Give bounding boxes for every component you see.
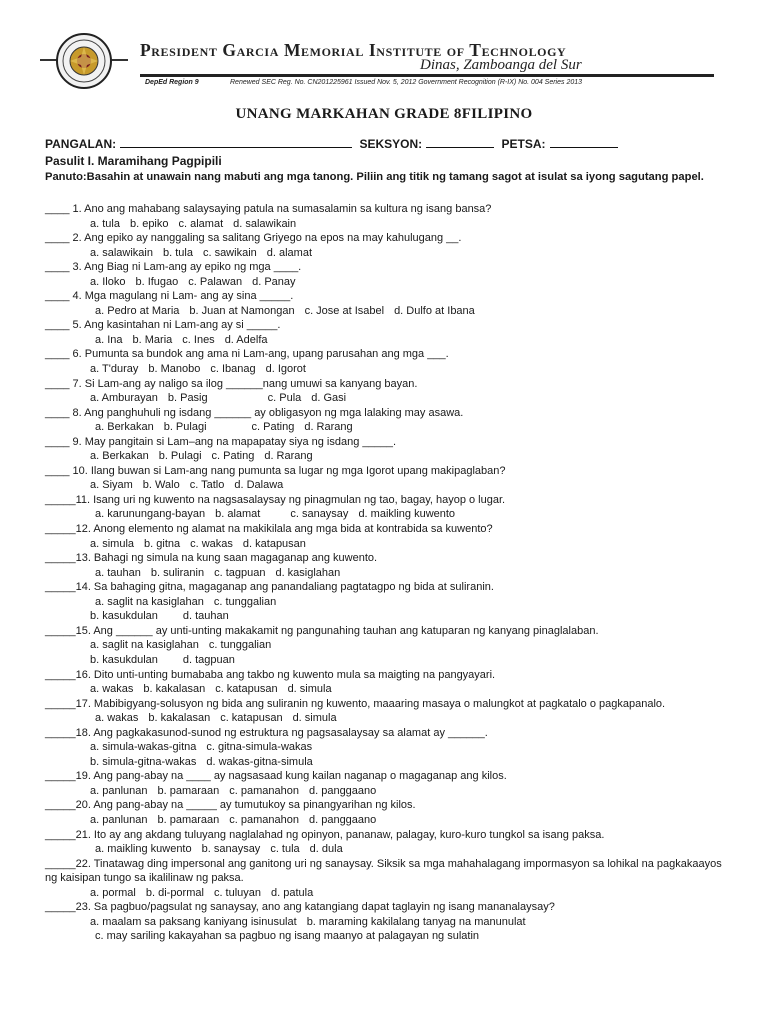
choice[interactable]: b. Manobo	[148, 363, 201, 376]
question-stem: _____15. Ang ______ ay unti-unting makakamit ng pangunahing tauhan ang katuparan ng kanyang pinaglalaban.	[45, 624, 599, 637]
choice[interactable]: a. salawikain	[90, 246, 153, 259]
choice[interactable]: d. simula	[292, 712, 337, 725]
question-stem: _____18. Ang pagkakasunod-sunod ng estruktura ng pagsasalaysay sa alamat ay ______.	[45, 726, 488, 739]
name-field[interactable]	[120, 137, 352, 148]
choice[interactable]: d. kasiglahan	[275, 566, 341, 579]
choice-row	[45, 915, 735, 930]
choice[interactable]: b. Pulagi	[163, 421, 207, 434]
question-stem: _____23. Sa pagbuo/pagsulat ng sanaysay, ano ang katangiang dapat taglayin ng isang mananalaysay?	[45, 901, 555, 914]
choice-row	[45, 929, 735, 944]
choice[interactable]: c. tunggalian	[208, 639, 272, 652]
section-field[interactable]	[426, 137, 494, 148]
choice[interactable]: c. Pating	[251, 421, 295, 434]
registration-line: Renewed SEC Reg. No. CN201225961 Issued Nov. 5, 2012 Government Recognition (R-IX) No. 004 Series 2013	[230, 79, 583, 86]
choice[interactable]: c. Ibanag	[210, 363, 256, 376]
choice[interactable]: c. tula	[270, 843, 300, 856]
date-label: PETSA:	[501, 137, 546, 151]
choice[interactable]: b. di-pormal	[145, 886, 204, 899]
choice[interactable]: a. simula-wakas-gitna	[90, 741, 197, 754]
choice[interactable]: d. Igorot	[265, 363, 306, 376]
choice-row	[45, 537, 735, 552]
school-name: President Garcia Memorial Institute of Technology	[140, 40, 567, 60]
choice[interactable]: a. maikling kuwento	[95, 843, 192, 856]
choice-row	[45, 784, 735, 799]
choice[interactable]: d. panggaano	[308, 813, 377, 826]
choice[interactable]: c. tagpuan	[214, 566, 266, 579]
choice[interactable]: a. simula	[90, 537, 135, 550]
question-stem: ____ 9. May pangitain si Lam–ang na mapapatay siya ng isdang _____.	[45, 435, 397, 448]
question-stem: ____ 10. Ilang buwan si Lam-ang nang pumunta sa lugar ng mga Igorot upang makipaglaban?	[45, 464, 506, 477]
choice[interactable]: b. Walo	[142, 479, 180, 492]
question-stem: ____ 8. Ang panghuhuli ng isdang ______ ay obligasyon ng mga lalaking may asawa.	[45, 406, 464, 419]
date-field[interactable]	[550, 137, 618, 148]
choice[interactable]: d. Dalawa	[234, 479, 284, 492]
choice[interactable]: a. saglit na kasiglahan	[90, 639, 199, 652]
choice[interactable]: a. Ina	[95, 333, 123, 346]
choice-row	[45, 391, 735, 406]
choice[interactable]: c. gitna-simula-wakas	[206, 741, 313, 754]
choice[interactable]: b. Pulagi	[158, 450, 202, 463]
choice[interactable]: b. kasukdulan	[90, 653, 158, 666]
choice-row	[45, 740, 735, 755]
choice[interactable]: c. Pula	[267, 392, 302, 405]
choice[interactable]: d. maikling kuwento	[358, 508, 456, 521]
question-stem: _____13. Bahagi ng simula na kung saan magaganap ang kuwento.	[45, 552, 378, 565]
choice[interactable]: b. kasukdulan	[90, 610, 158, 623]
question-stem: _____16. Dito unti-unting bumababa ang takbo ng kuwento mula sa maigting na pangyayari.	[45, 668, 496, 681]
question-stem: _____19. Ang pang-abay na ____ ay nagsasaad kung kailan naganap o magaganap ang kilos.	[45, 770, 507, 783]
choice[interactable]: c. Palawan	[188, 275, 243, 288]
choice[interactable]: b. epiko	[129, 217, 169, 230]
choice-row	[45, 420, 735, 435]
choice[interactable]: a. Siyam	[90, 479, 133, 492]
school-address: Dinas, Zamboanga del Sur	[420, 57, 582, 73]
choice[interactable]: a. karunungang-bayan	[95, 508, 206, 521]
choice-row	[45, 449, 735, 464]
question-stem: _____17. Mabibigyang-solusyon ng bida ang suliranin ng kuwento, maaaring masaya o malungkot at pagkatalo o pagkapanalo.	[45, 697, 666, 710]
header-rule	[140, 74, 714, 77]
choice[interactable]: d. patula	[271, 886, 314, 899]
choice[interactable]: b. alamat	[215, 508, 261, 521]
choice[interactable]: d. tauhan	[182, 610, 229, 623]
choice[interactable]: b. kakalasan	[148, 712, 211, 725]
choice-row	[45, 755, 735, 770]
student-info-line	[45, 137, 622, 151]
choice[interactable]: a. wakas	[95, 712, 139, 725]
question-stem: ____ 2. Ang epiko ay nanggaling sa salitang Griyego na epos na may kahulugang __.	[45, 232, 462, 245]
choice[interactable]: d. Dulfo at Ibana	[394, 304, 475, 317]
choice-row	[45, 609, 735, 624]
choice[interactable]: d. wakas-gitna-simula	[206, 755, 313, 768]
choice[interactable]: c. Pating	[211, 450, 255, 463]
choice[interactable]: d. alamat	[266, 246, 312, 259]
choice[interactable]: d. Panay	[252, 275, 296, 288]
choice[interactable]: c. katapusan	[215, 683, 278, 696]
choice[interactable]: a. tauhan	[95, 566, 141, 579]
exam-title: UNANG MARKAHAN GRADE 8FILIPINO	[235, 106, 533, 122]
choice[interactable]: a. saglit na kasiglahan	[95, 595, 204, 608]
choice[interactable]: b. Pasig	[167, 392, 208, 405]
choice[interactable]: c. may sariling kakayahan sa pagbuo ng isang maanyo at palagayan ng sulatin	[95, 930, 480, 943]
choice[interactable]: b. maraming kakilalang tanyag na manunulat	[306, 915, 526, 928]
question-list	[45, 202, 735, 944]
choice[interactable]: a. pormal	[90, 886, 136, 899]
choice[interactable]: d. Gasi	[311, 392, 347, 405]
choice[interactable]: d. salawikain	[233, 217, 297, 230]
part-title: Pasulit I. Maramihang Pagpipili	[45, 154, 222, 168]
question-stem: ____ 3. Ang Biag ni Lam-ang ay epiko ng mga ____.	[45, 261, 302, 274]
choice[interactable]: b. tula	[162, 246, 193, 259]
choice-row	[45, 566, 735, 581]
instructions: Panuto:Basahin at unawain nang mabuti ang mga tanong. Piliin ang titik ng tamang sagot at isulat sa iyong sagutang papel.	[45, 171, 704, 183]
choice[interactable]: c. wakas	[190, 537, 233, 550]
choice[interactable]: a. Berkakan	[90, 450, 149, 463]
choice-row	[45, 682, 735, 697]
choice-row	[45, 275, 735, 290]
choice[interactable]: a. Berkakan	[95, 421, 154, 434]
choice[interactable]: b. pamaraan	[157, 813, 220, 826]
choice[interactable]: d. Adelfa	[224, 333, 268, 346]
choice-row	[45, 304, 735, 319]
choice-row	[45, 478, 735, 493]
choice[interactable]: c. sawikain	[202, 246, 257, 259]
choice[interactable]: a. Pedro at Maria	[95, 304, 180, 317]
choice-row	[45, 333, 735, 348]
choice[interactable]: d. Rarang	[304, 421, 353, 434]
choice[interactable]: d. tagpuan	[182, 653, 235, 666]
choice[interactable]: c. Tatlo	[189, 479, 225, 492]
choice-row	[45, 886, 735, 901]
choice[interactable]: a. Iloko	[90, 275, 126, 288]
choice[interactable]: c. pamanahon	[229, 784, 299, 797]
choice[interactable]: c. alamat	[178, 217, 224, 230]
name-label: PANGALAN:	[45, 137, 117, 151]
question-stem: ____ 1. Ano ang mahabang salaysaying patula na sumasalamin sa kultura ng isang bansa?	[45, 203, 492, 215]
deped-region: DepEd Region 9	[145, 79, 199, 86]
letterhead	[0, 0, 768, 92]
choice[interactable]: c. pamanahon	[229, 813, 299, 826]
choice-row	[45, 507, 735, 522]
choice[interactable]: b. Maria	[132, 333, 173, 346]
question-stem: _____14. Sa bahaging gitna, magaganap ang panandaliang pagtatagpo ng bida at suliranin.	[45, 581, 494, 594]
choice-row	[45, 711, 735, 726]
choice[interactable]: a. maalam sa paksang kaniyang isinusulat	[90, 915, 297, 928]
choice[interactable]: a. Amburayan	[90, 392, 158, 405]
choice-row	[45, 638, 735, 653]
choice[interactable]: b. Juan at Namongan	[189, 304, 295, 317]
choice[interactable]: a. T'duray	[90, 363, 139, 376]
choice[interactable]: b. gitna	[144, 537, 181, 550]
question-stem: _____12. Anong elemento ng alamat na makikilala ang mga bida at kontrabida sa kuwento?	[45, 523, 493, 536]
choice-row	[45, 246, 735, 261]
choice[interactable]: d. katapusan	[242, 537, 306, 550]
school-seal-icon	[40, 33, 128, 89]
choice[interactable]: b. sanaysay	[201, 843, 261, 856]
choice[interactable]: a. panlunan	[90, 784, 148, 797]
choice[interactable]: d. panggaano	[308, 784, 377, 797]
choice[interactable]: c. tuluyan	[213, 886, 262, 899]
choice-row	[45, 842, 735, 857]
question-stem: _____11. Isang uri ng kuwento na nagsasalaysay ng pinagmulan ng tao, bagay, hayop o lugar.	[45, 493, 506, 506]
choice[interactable]: b. simula-gitna-wakas	[90, 755, 197, 768]
choice-row	[45, 217, 735, 232]
section-label: SEKSYON:	[359, 137, 423, 151]
choice[interactable]: d. dula	[309, 843, 343, 856]
choice-row	[45, 653, 735, 668]
question-stem: _____22. Tinatawag ding impersonal ang ganitong uri ng sanaysay. Siksik sa mga mahahalagang impormasyon sa lohikal na pagkakaayos ng kaisipan tungo sa ikalilinaw ng paksa.	[45, 857, 722, 885]
choice[interactable]: c. Ines	[182, 333, 215, 346]
question-stem: ____ 4. Mga magulang ni Lam- ang ay sina _____.	[45, 290, 294, 303]
question-stem: _____21. Ito ay ang akdang tuluyang naglalahad ng opinyon, pananaw, palagay, kuro-kuro tungkol sa isang paksa.	[45, 828, 605, 841]
choice-row	[45, 813, 735, 828]
choice-row	[45, 362, 735, 377]
choice[interactable]: d. simula	[287, 683, 332, 696]
choice[interactable]: a. wakas	[90, 683, 134, 696]
question-stem: ____ 6. Pumunta sa bundok ang ama ni Lam-ang, upang parusahan ang mga ___.	[45, 348, 449, 361]
choice[interactable]: c. katapusan	[220, 712, 283, 725]
question-stem: ____ 5. Ang kasintahan ni Lam-ang ay si _____.	[45, 319, 281, 332]
choice[interactable]: b. suliranin	[150, 566, 205, 579]
choice[interactable]: d. Rarang	[264, 450, 313, 463]
choice[interactable]: a. panlunan	[90, 813, 148, 826]
choice[interactable]: b. kakalasan	[143, 683, 206, 696]
question-stem: ____ 7. Si Lam-ang ay naligo sa ilog ______nang umuwi sa kanyang bayan.	[45, 377, 418, 390]
choice[interactable]: b. pamaraan	[157, 784, 220, 797]
choice[interactable]: b. Ifugao	[135, 275, 179, 288]
choice[interactable]: c. sanaysay	[290, 508, 349, 521]
choice[interactable]: c. Jose at Isabel	[304, 304, 385, 317]
choice[interactable]: c. tunggalian	[213, 595, 277, 608]
question-stem: _____20. Ang pang-abay na _____ ay tumutukoy sa pinangyarihan ng kilos.	[45, 799, 416, 812]
choice[interactable]: a. tula	[90, 217, 120, 230]
choice-row	[45, 595, 735, 610]
